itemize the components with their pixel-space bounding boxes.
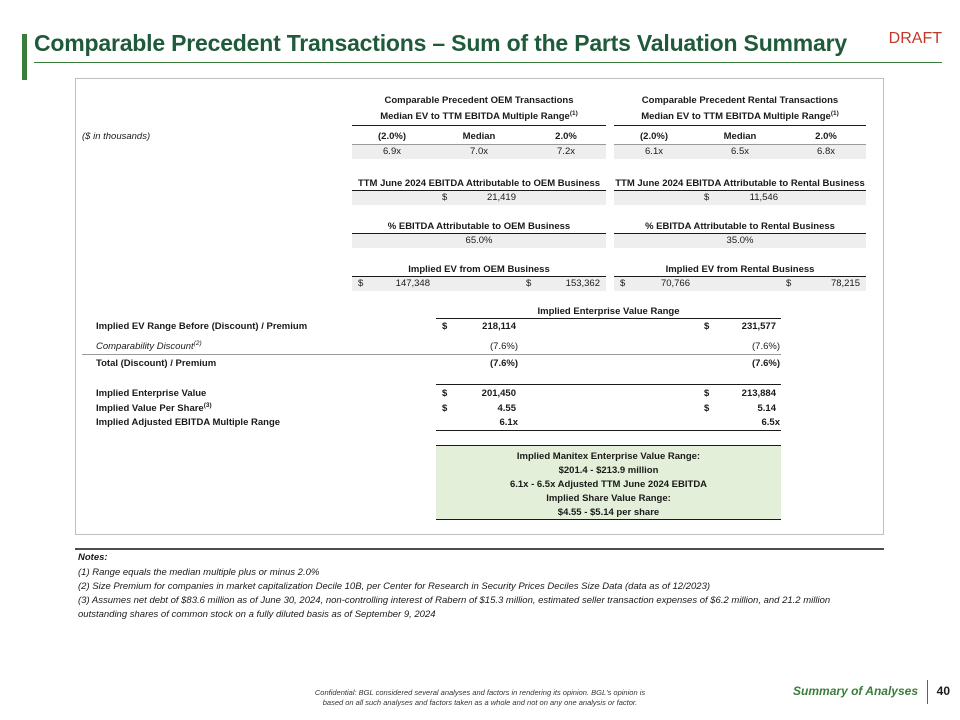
notes-divider <box>75 548 884 550</box>
rental-ebitda-value: 11,546 <box>749 192 778 203</box>
before-low: 218,114 <box>482 321 516 332</box>
range-heading: Implied Enterprise Value Range <box>537 306 680 317</box>
units-label: ($ in thousands) <box>82 131 151 142</box>
confidential-line-1: Confidential: BGL considered several analyses and factors in rendering its opinion. BGL's opinion is <box>314 688 646 697</box>
oem-col-low: (2.0%) <box>378 131 406 142</box>
ivps-low: 4.55 <box>497 403 516 414</box>
oem-pct-heading: % EBITDA Attributable to OEM Business <box>387 221 571 232</box>
page-number: 40 <box>936 684 950 698</box>
oem-ev-heading: Implied EV from OEM Business <box>408 264 550 275</box>
mult-high: 6.5x <box>761 417 780 428</box>
comp-label: Comparability Discount$^{(2)}$ <box>96 340 202 352</box>
rental-col-high: 2.0% <box>815 131 837 142</box>
summary-line-3: 6.1x - 6.5x Adjusted TTM June 2024 EBITDA <box>509 479 708 490</box>
oem-subheading: Median EV to TTM EBITDA Multiple Range$^{(1)}$ <box>380 110 578 122</box>
rental-ev-heading: Implied EV from Rental Business <box>665 264 815 275</box>
rental-pct-heading: % EBITDA Attributable to Rental Business <box>645 221 835 232</box>
rental-ev-low: 70,766 <box>660 278 690 289</box>
oem-val-low: 6.9x <box>383 146 401 157</box>
rental-ev-low-currency: $ <box>620 278 626 289</box>
iev-low-currency: $ <box>442 388 448 399</box>
total-low: (7.6%) <box>490 358 518 369</box>
oem-ev-low: 147,348 <box>395 278 430 289</box>
oem-heading: Comparable Precedent OEM Transactions <box>384 95 574 106</box>
notes-heading: Notes: <box>78 552 108 563</box>
oem-ebitda-currency: $ <box>442 192 448 203</box>
rental-heading: Comparable Precedent Rental Transactions <box>641 95 839 106</box>
iev-rule <box>436 384 781 385</box>
range-heading-rule <box>436 318 781 319</box>
draft-label: DRAFT <box>888 30 942 47</box>
rental-heading-rule <box>614 125 866 126</box>
summary-line-5: $4.55 - $5.14 per share <box>557 507 660 518</box>
ivps-high: 5.14 <box>757 403 776 414</box>
iev-high: 213,884 <box>741 388 776 399</box>
rental-val-high: 6.8x <box>817 146 835 157</box>
oem-col-high: 2.0% <box>555 131 577 142</box>
before-high-currency: $ <box>704 321 710 332</box>
mult-rule <box>436 430 781 431</box>
before-label: Implied EV Range Before (Discount) / Premium <box>96 321 308 332</box>
iev-label: Implied Enterprise Value <box>96 388 207 399</box>
mult-low: 6.1x <box>499 417 518 428</box>
rental-val-median: 6.5x <box>731 146 749 157</box>
ivps-high-currency: $ <box>704 403 710 414</box>
before-low-currency: $ <box>442 321 448 332</box>
rental-ebitda-currency: $ <box>704 192 710 203</box>
oem-ebitda-heading: TTM June 2024 EBITDA Attributable to OEM Business <box>357 178 601 189</box>
before-high: 231,577 <box>741 321 776 332</box>
oem-ev-high-currency: $ <box>526 278 532 289</box>
rental-col-median: Median <box>723 131 757 142</box>
summary-line-1: Implied Manitex Enterprise Value Range: <box>516 451 701 462</box>
rental-ebitda-heading: TTM June 2024 EBITDA Attributable to Rental Business <box>615 178 865 189</box>
title-accent-bar <box>22 34 27 80</box>
iev-high-currency: $ <box>704 388 710 399</box>
section-label: Summary of Analyses <box>793 684 918 698</box>
comp-rule <box>82 354 781 355</box>
page-title: Comparable Precedent Transactions – Sum of the Parts Valuation Summary <box>34 30 847 56</box>
confidential-line-2: based on all such analyses and factors taken as a whole and not on any one analysis or factor. <box>322 698 638 707</box>
oem-ebitda-value: 21,419 <box>486 192 516 203</box>
title-divider <box>34 62 942 63</box>
rental-col-low: (2.0%) <box>640 131 668 142</box>
rental-ev-high-currency: $ <box>786 278 792 289</box>
rental-val-low: 6.1x <box>645 146 663 157</box>
oem-col-median: Median <box>462 131 496 142</box>
mult-label: Implied Adjusted EBITDA Multiple Range <box>96 417 281 428</box>
oem-pct-value: 65.0% <box>465 235 493 246</box>
comp-high: (7.6%) <box>752 341 780 352</box>
note-3-continued: outstanding shares of common stock on a fully diluted basis as of September 9, 2024 <box>78 609 436 620</box>
note-3: (3) Assumes net debt of $83.6 million as of June 30, 2024, non-controlling interest of Rabern of $15.3 million, estimated seller transaction expenses of $6.2 million, and 21.2 million <box>78 595 831 606</box>
oem-heading-rule <box>352 125 606 126</box>
oem-ev-high: 153,362 <box>565 278 600 289</box>
ivps-low-currency: $ <box>442 403 448 414</box>
total-high: (7.6%) <box>752 358 780 369</box>
rental-subheading: Median EV to TTM EBITDA Multiple Range$^{(1)}$ <box>641 110 839 122</box>
summary-line-4: Implied Share Value Range: <box>546 493 671 504</box>
rental-pct-value: 35.0% <box>726 235 754 246</box>
oem-val-median: 7.0x <box>470 146 488 157</box>
summary-line-2: $201.4 - $213.9 million <box>558 465 659 476</box>
footer-divider <box>927 680 929 704</box>
confidential-notice <box>240 688 720 708</box>
rental-ev-high: 78,215 <box>830 278 860 289</box>
comp-low: (7.6%) <box>490 341 518 352</box>
oem-val-high: 7.2x <box>557 146 575 157</box>
note-1: (1) Range equals the median multiple plus or minus 2.0% <box>78 567 320 578</box>
oem-ev-low-currency: $ <box>358 278 364 289</box>
ivps-label: Implied Value Per Share$^{(3)}$ <box>96 402 212 414</box>
note-2: (2) Size Premium for companies in market capitalization Decile 10B, per Center for Research in Security Prices Deciles Size Data (data as of 12/2023) <box>78 581 711 592</box>
total-label: Total (Discount) / Premium <box>96 358 217 369</box>
iev-low: 201,450 <box>481 388 516 399</box>
